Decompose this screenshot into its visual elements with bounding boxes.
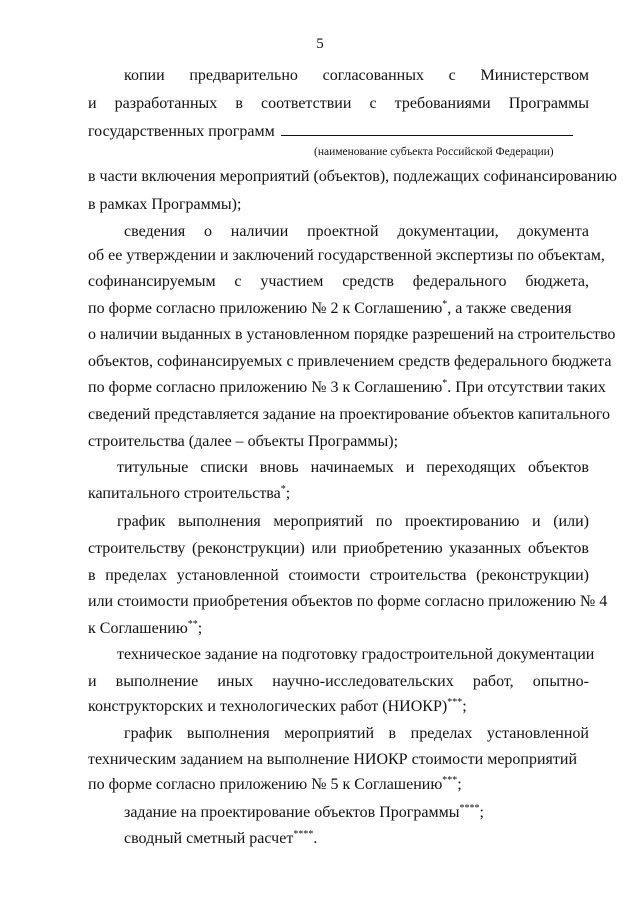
text-line: сведений представляется задание на проектирование объектов капитального xyxy=(88,406,611,423)
text-line xyxy=(124,803,484,823)
word: указанных xyxy=(449,540,522,557)
word: с xyxy=(369,95,377,112)
word: документа xyxy=(517,223,589,240)
text-line: объектов, софинансируемых с привлечением средств федерального бюджета xyxy=(88,353,612,370)
footnote-mark: **** xyxy=(459,803,480,814)
word: и xyxy=(88,673,97,690)
page-number: 5 xyxy=(316,36,324,52)
word: строительству xyxy=(88,540,186,557)
text-line xyxy=(88,775,462,795)
word: в xyxy=(388,725,397,742)
footnote-mark: ** xyxy=(187,619,198,630)
word: научно-исследовательских xyxy=(272,673,454,690)
text-line: об ее утверждении и заключений государственной экспертизы по объектам, xyxy=(88,247,605,264)
text-line xyxy=(88,94,589,114)
line-text: ; xyxy=(479,804,484,821)
word: Министерством xyxy=(480,67,589,84)
word: разработанных xyxy=(114,95,218,112)
text-line: техническое задание на подготовку градостроительной документации xyxy=(117,646,595,663)
footnote-mark: *** xyxy=(447,697,463,708)
word: вновь xyxy=(259,459,299,476)
text-line xyxy=(88,697,467,717)
line-text: капитального строительства xyxy=(88,485,281,502)
word: с xyxy=(234,273,242,290)
word: наличии xyxy=(230,223,289,240)
word: график xyxy=(124,725,173,742)
text-line: в части включения мероприятий (объектов), подлежащих софинансированию xyxy=(88,168,617,185)
word: участием xyxy=(260,273,324,290)
word: проектной xyxy=(307,223,379,240)
word: объектов xyxy=(527,540,589,557)
word: по xyxy=(375,513,393,530)
word: (реконструкции) xyxy=(476,567,589,584)
line-text: ; xyxy=(285,485,291,502)
word: выполнение xyxy=(115,673,199,690)
word: пределах xyxy=(105,567,168,584)
line-text: конструкторских и технологических работ (НИОКР) xyxy=(88,698,448,715)
footnote-mark: * xyxy=(280,484,286,495)
word: о xyxy=(203,223,212,240)
word: пределах xyxy=(410,725,473,742)
word: с xyxy=(448,67,456,84)
word: и xyxy=(405,459,415,476)
word: документации, xyxy=(397,223,499,240)
text-line xyxy=(88,378,606,398)
line-text: по форме согласно приложению № 3 к Соглашению xyxy=(88,379,443,396)
line-text: . xyxy=(313,830,318,847)
word: объектов xyxy=(527,459,589,476)
text-line: в рамках Программы); xyxy=(88,196,242,213)
footnote-mark: **** xyxy=(293,829,314,840)
word: опытно- xyxy=(532,673,589,690)
word: начинаемых xyxy=(310,459,394,476)
word: или xyxy=(311,540,337,557)
word: приобретению xyxy=(343,540,443,557)
word: копии xyxy=(124,67,165,84)
word: работ, xyxy=(472,673,514,690)
word: стоимости xyxy=(288,567,361,584)
word: софинансируемым xyxy=(88,273,216,290)
word: соответствии xyxy=(260,95,352,112)
line-text: по форме согласно приложению № 5 к Соглашению xyxy=(88,776,443,793)
text-line xyxy=(117,512,589,532)
word: выполнения xyxy=(186,725,270,742)
word: переходящих xyxy=(426,459,517,476)
word: сведения xyxy=(124,223,186,240)
word: требованиями xyxy=(394,95,491,112)
line-text: государственных программ xyxy=(88,123,275,140)
word: и xyxy=(532,513,541,530)
text-line xyxy=(88,619,202,639)
footnote-mark: * xyxy=(442,378,448,389)
text-line: строительства (далее – объекты Программы); xyxy=(88,433,399,450)
word: установленной xyxy=(486,725,589,742)
word: и xyxy=(88,95,97,112)
word: строительства xyxy=(369,567,467,584)
word: Программы xyxy=(508,95,589,112)
word: проектированию xyxy=(404,513,520,530)
text-line xyxy=(124,829,317,849)
text-line xyxy=(88,672,589,692)
text-line xyxy=(88,539,589,559)
line-text: , а также сведения xyxy=(447,300,572,317)
word: списки xyxy=(200,459,248,476)
word: бюджета, xyxy=(525,273,589,290)
word: установленной xyxy=(176,567,279,584)
word: мероприятий xyxy=(284,725,375,742)
line-text: . При отсутствии таких xyxy=(447,379,606,396)
line-text: ; xyxy=(457,776,462,793)
text-line xyxy=(124,66,589,86)
text-line: или стоимости приобретения объектов по форме согласно приложению № 4 xyxy=(88,593,608,610)
word: в xyxy=(235,95,243,112)
blank-field-underline xyxy=(281,121,573,136)
footnote-mark: * xyxy=(442,299,448,310)
line-text: ; xyxy=(197,620,203,637)
footnote-mark: *** xyxy=(442,775,458,786)
text-line xyxy=(88,121,573,142)
word: иных xyxy=(217,673,254,690)
word: выполнения xyxy=(177,513,261,530)
word: средств xyxy=(342,273,394,290)
line-text: задание на проектирование объектов Программы xyxy=(124,804,460,821)
text-line xyxy=(88,484,290,504)
text-line xyxy=(88,272,589,292)
word: предварительно xyxy=(189,67,298,84)
text-line xyxy=(88,299,572,319)
line-text: сводный сметный расчет xyxy=(124,830,294,847)
word: согласованных xyxy=(322,67,424,84)
word: график xyxy=(117,513,166,530)
text-line xyxy=(88,566,589,586)
text-line: о наличии выданных в установленном порядке разрешений на строительство xyxy=(88,326,616,343)
text-line xyxy=(117,458,589,478)
word: (или) xyxy=(553,513,589,530)
word: федерального xyxy=(412,273,507,290)
line-text: по форме согласно приложению № 2 к Соглашению xyxy=(88,300,443,317)
text-line xyxy=(124,724,589,744)
word: мероприятий xyxy=(273,513,364,530)
line-text: ; xyxy=(462,698,467,715)
word: в xyxy=(88,567,96,584)
field-caption: (наименование субъекта Российской Федерации) xyxy=(314,146,554,158)
text-line xyxy=(124,222,589,242)
text-line: техническим заданием на выполнение НИОКР стоимости мероприятий xyxy=(88,751,578,768)
line-text: к Соглашению xyxy=(88,620,188,637)
word: титульные xyxy=(117,459,189,476)
word: (реконструкции) xyxy=(191,540,305,557)
